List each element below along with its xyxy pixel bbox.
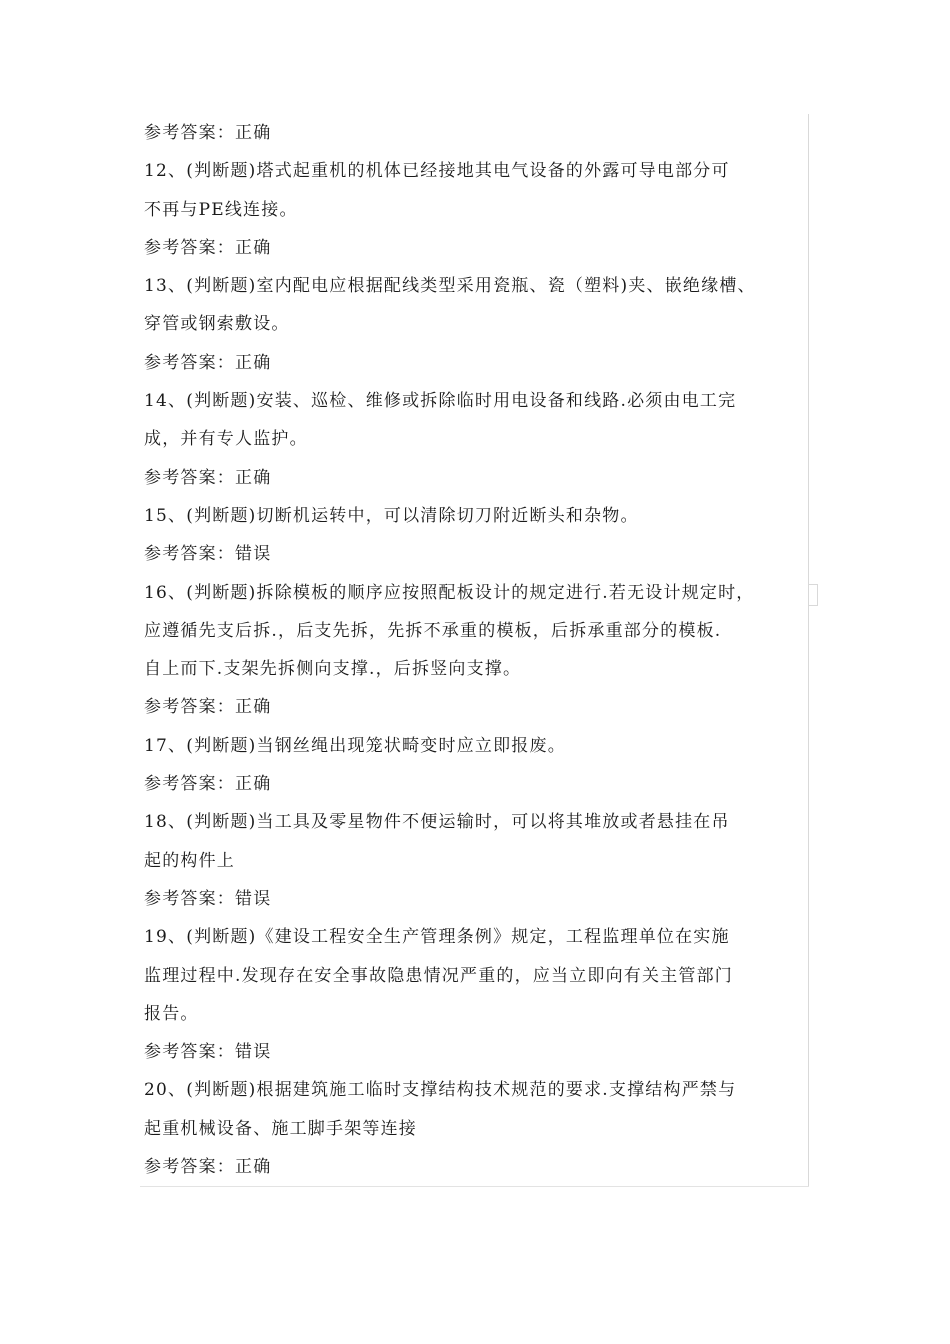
question-line: 穿管或钢索敷设。 xyxy=(144,314,290,335)
question-line: 12、(判断题)塔式起重机的机体已经接地其电气设备的外露可导电部分可 xyxy=(144,161,730,182)
question-line: 14、(判断题)安装、巡检、维修或拆除临时用电设备和线路.必须由电工完 xyxy=(144,391,737,412)
document-body xyxy=(144,114,810,1187)
question-line: 16、(判断题)拆除模板的顺序应按照配板设计的规定进行.若无设计规定时， xyxy=(144,582,755,603)
answer-line: 参考答案：正确 xyxy=(144,123,272,143)
question-line: 起重机械设备、施工脚手架等连接 xyxy=(144,1118,417,1139)
question-line: 监理过程中.发现存在安全事故隐患情况严重的，应当立即向有关主管部门 xyxy=(144,965,734,986)
answer-line: 参考答案：错误 xyxy=(144,888,272,909)
answer-line: 参考答案：错误 xyxy=(144,1042,272,1063)
question-line: 17、(判断题)当钢丝绳出现笼状畸变时应立即报废。 xyxy=(144,735,566,756)
answer-line: 参考答案：正确 xyxy=(144,1157,272,1178)
question-line: 起的构件上 xyxy=(144,850,235,871)
answer-line: 参考答案：正确 xyxy=(144,352,272,373)
question-line: 应遵循先支后拆.，后支先拆，先拆不承重的模板，后拆承重部分的模板. xyxy=(144,620,722,641)
question-line: 报告。 xyxy=(144,1003,199,1024)
answer-line: 参考答案：正确 xyxy=(144,237,272,258)
question-line: 19、(判断题)《建设工程安全生产管理条例》规定，工程监理单位在实施 xyxy=(144,927,730,948)
question-line: 18、(判断题)当工具及零星物件不便运输时，可以将其堆放或者悬挂在吊 xyxy=(144,812,730,833)
question-line: 15、(判断题)切断机运转中，可以清除切刀附近断头和杂物。 xyxy=(144,505,639,526)
question-line: 自上而下.支架先拆侧向支撑.，后拆竖向支撑。 xyxy=(144,659,522,680)
answer-line: 参考答案：正确 xyxy=(144,774,272,795)
page-frame-notch xyxy=(809,584,818,606)
question-line: 不再与PE线连接。 xyxy=(144,199,298,220)
question-line: 20、(判断题)根据建筑施工临时支撑结构技术规范的要求.支撑结构严禁与 xyxy=(144,1080,737,1101)
answer-line: 参考答案：正确 xyxy=(144,467,272,488)
answer-line: 参考答案：错误 xyxy=(144,544,272,565)
question-line: 成，并有专人监护。 xyxy=(144,429,308,450)
question-line: 13、(判断题)室内配电应根据配线类型采用瓷瓶、瓷（塑料)夹、嵌绝缘槽、 xyxy=(144,276,756,297)
answer-line: 参考答案：正确 xyxy=(144,697,272,718)
